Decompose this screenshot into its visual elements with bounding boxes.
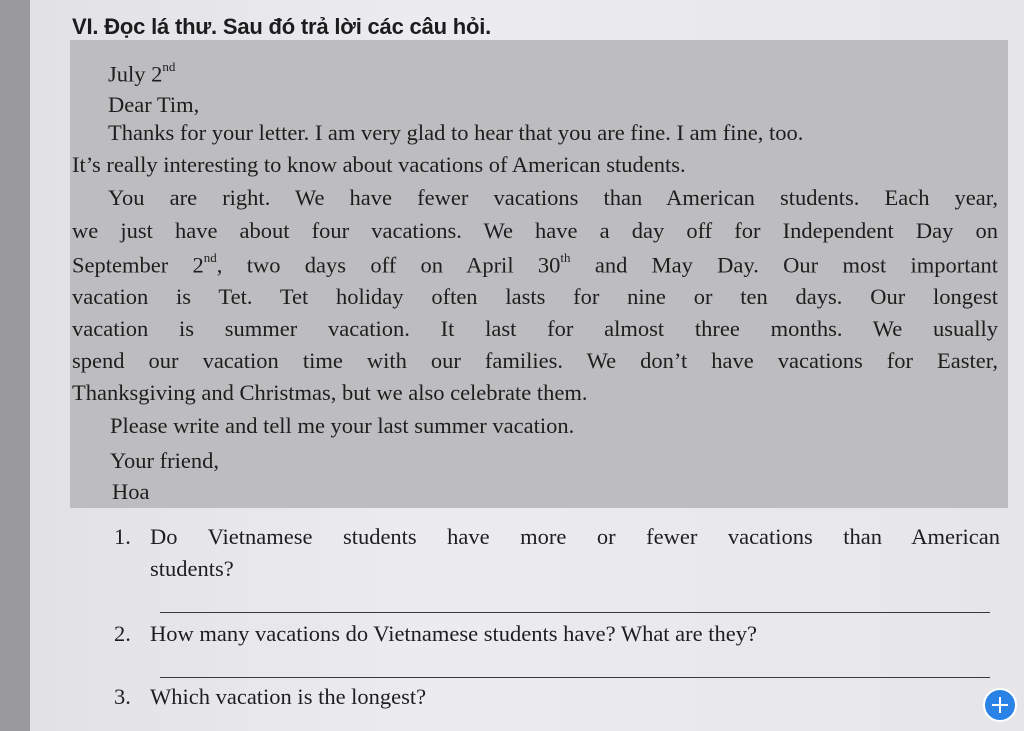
- exercise-heading: VI. Đọc lá thư. Sau đó trả lời các câu hỏi.: [72, 14, 492, 39]
- question-1-continuation: students?: [150, 556, 234, 581]
- letter-paragraph-3: Please write and tell me your last summer vacation.: [110, 413, 575, 438]
- letter-greeting: Dear Tim,: [108, 92, 200, 117]
- plus-icon: [991, 696, 1009, 714]
- letter-paragraph-2-line-2: we just have about four vacations. We have a day off for Independent Day on: [72, 218, 998, 243]
- letter-closing: Your friend,: [110, 448, 219, 473]
- letter-paragraph-2-line-4: vacation is Tet. Tet holiday often lasts for nine or ten days. Our longest: [72, 284, 998, 309]
- add-button[interactable]: [983, 688, 1017, 722]
- letter-signature: Hoa: [112, 479, 150, 504]
- question-1: 1. Do Vietnamese students have more or fewer vacations than American: [114, 524, 1000, 549]
- question-2: 2. How many vacations do Vietnamese students have? What are they?: [114, 621, 757, 646]
- letter-box: [70, 40, 1008, 508]
- letter-paragraph-2-line-6: spend our vacation time with our families. We don’t have vacations for Easter,: [72, 348, 998, 373]
- answer-line-2[interactable]: [160, 677, 990, 678]
- letter-paragraph-1-line-2: It’s really interesting to know about vacations of American students.: [72, 152, 686, 177]
- letter-paragraph-2-line-1: You are right. We have fewer vacations than American students. Each year,: [108, 185, 998, 210]
- letter-paragraph-1-line-1: Thanks for your letter. I am very glad to hear that you are fine. I am fine, too.: [108, 120, 804, 145]
- letter-paragraph-2-line-5: vacation is summer vacation. It last for almost three months. We usually: [72, 316, 998, 341]
- letter-paragraph-2-line-3: September 2nd, two days off on April 30th and May Day. Our most important: [72, 250, 999, 278]
- letter-date: July 2nd: [108, 59, 176, 87]
- question-3: 3. Which vacation is the longest?: [114, 684, 427, 709]
- letter-paragraph-2-line-7: Thanksgiving and Christmas, but we also celebrate them.: [72, 380, 588, 405]
- answer-line-1[interactable]: [160, 612, 990, 613]
